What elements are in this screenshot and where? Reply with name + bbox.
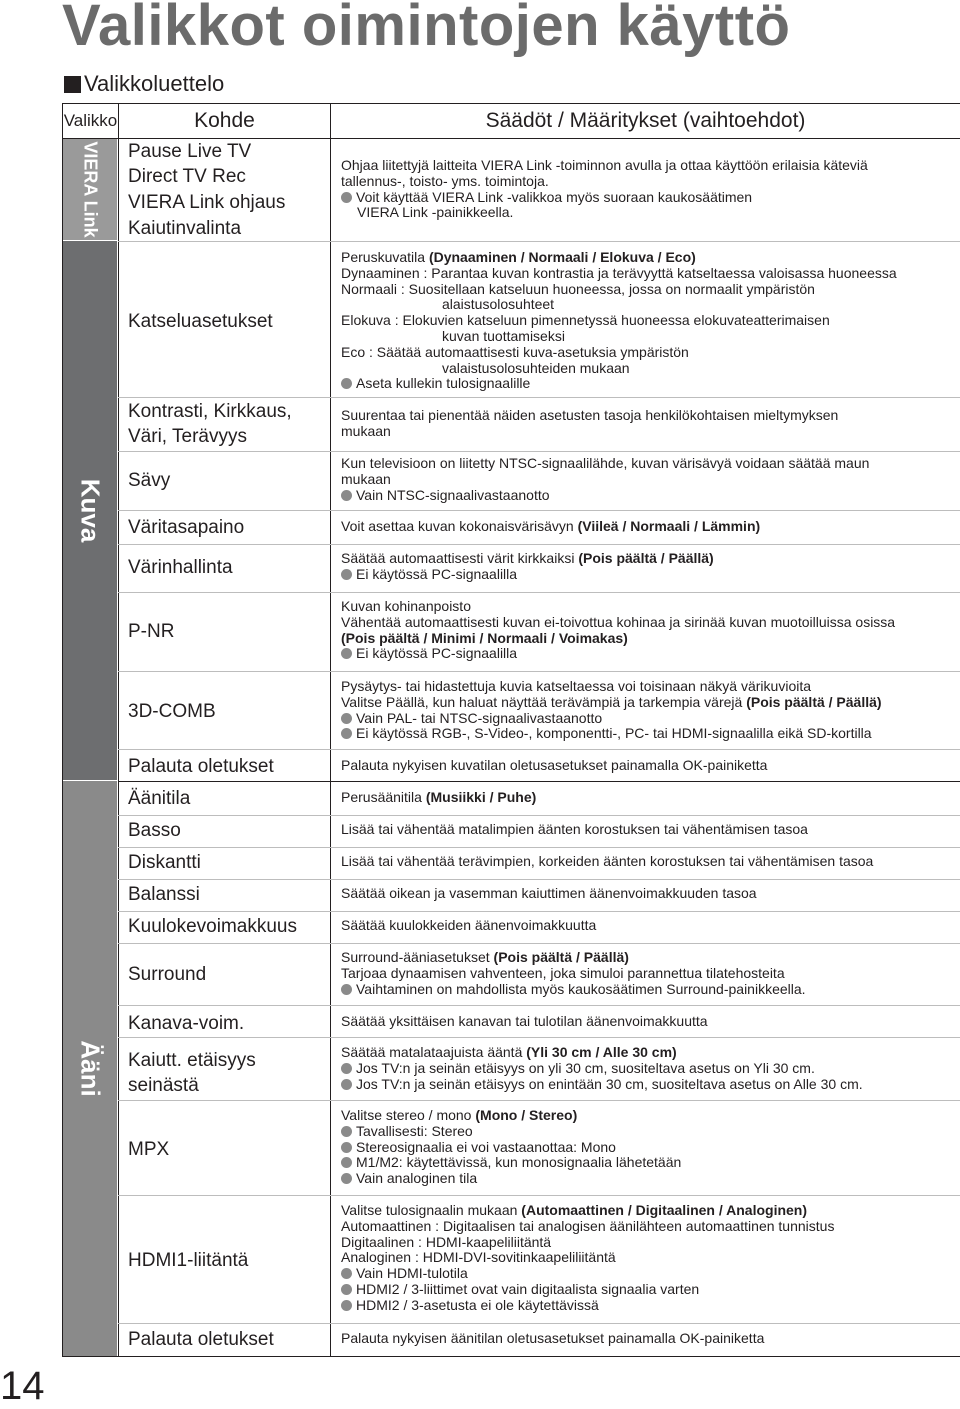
row-separator xyxy=(118,1037,960,1038)
page-title: Valikkot oimintojen käyttö xyxy=(62,0,791,58)
item-bass: Basso xyxy=(128,820,181,841)
item-3d-comb: 3D-COMB xyxy=(128,701,216,722)
item-picture-reset: Palauta oletukset xyxy=(128,756,274,777)
desc-line: Säätää automaattisesti värit kirkkaiksi (Pois päältä / Päällä) xyxy=(341,550,714,566)
desc-line: Kun televisioon on liitetty NTSC-signaalilähde, kuvan värisävyä voidaan säätää maun xyxy=(341,455,870,471)
colour-balance-description xyxy=(341,519,760,535)
desc-line: Kuvan kohinanpoisto xyxy=(341,598,471,614)
item-treble: Diskantti xyxy=(128,852,201,873)
item-balance: Balanssi xyxy=(128,884,200,905)
bullet-icon xyxy=(341,1142,352,1153)
desc-bullet-line: Ei käytössä PC-signaalilla xyxy=(341,567,714,583)
item-p-nr: P-NR xyxy=(128,621,175,642)
bullet-icon xyxy=(341,1173,352,1184)
desc-line: Dynaaminen : Parantaa kuvan kontrastia ja terävyyttä katseltaessa valoisassa huoneessa xyxy=(341,264,897,281)
menu-column-divider xyxy=(118,103,119,1357)
desc-bullet-line: Voit käyttää VIERA Link -valikkoa myös suoraan kaukosäätimen xyxy=(341,190,868,206)
item-sound-reset: Palauta oletukset xyxy=(128,1329,274,1350)
surround-description xyxy=(341,950,806,997)
sound-mode-description xyxy=(341,790,536,806)
row-separator xyxy=(118,815,960,816)
item-pause-live-tv: Pause Live TV xyxy=(128,141,252,162)
desc-line: Suurentaa tai pienentää näiden asetusten tasoja henkilökohtaisen mieltymyksen xyxy=(341,407,839,423)
desc-line: Analoginen : HDMI-DVI-sovitinkaapeliliitäntä xyxy=(341,1249,616,1266)
desc-bullet-line: Jos TV:n ja seinän etäisyys on yli 30 cm, suositeltava asetus on Yli 30 cm. xyxy=(341,1061,863,1077)
section-label: Valikkoluettelo xyxy=(84,71,225,96)
colour-management-description xyxy=(341,551,714,583)
desc-bullet-line: Vaihtaminen on mahdollista myös kaukosäätimen Surround-painikkeella. xyxy=(341,982,806,998)
section-heading xyxy=(64,71,224,97)
tint-description xyxy=(341,456,869,503)
bullet-icon xyxy=(341,378,352,389)
bullet-icon xyxy=(341,1063,352,1074)
desc-line: Surround-ääniasetukset (Pois päältä / Päällä) xyxy=(341,949,629,965)
desc-bullet-line: Vain analoginen tila xyxy=(341,1171,681,1187)
desc-line: Peruskuvatila (Dynaaminen / Normaali / Elokuva / Eco) xyxy=(341,249,696,265)
p-nr-description xyxy=(341,599,895,662)
desc-bullet-line: Ei käytössä RGB-, S-Video-, komponentti-, PC- tai HDMI-signaalilla eikä SD-kortilla xyxy=(341,726,882,742)
menu-band-sound xyxy=(63,781,117,1356)
row-separator xyxy=(118,592,960,593)
mpx-description xyxy=(341,1108,681,1187)
header-menu: Valikko xyxy=(63,111,118,130)
desc-bullet-line: Jos TV:n ja seinän etäisyys on enintään 30 cm, suositeltava asetus on Alle 30 cm. xyxy=(341,1077,863,1093)
desc-line: Valitse tulosignaalin mukaan (Automaattinen / Digitaalinen / Analoginen) xyxy=(341,1202,808,1218)
desc-line: Valitse stereo / mono (Mono / Stereo) xyxy=(341,1107,578,1123)
section-square-icon xyxy=(64,76,81,93)
desc-bullet-line: M1/M2: käytettävissä, kun monosignaalia lähetetään xyxy=(341,1155,681,1171)
desc-line: Palauta nykyisen kuvatilan oletusasetukset painamalla OK-painiketta xyxy=(341,757,768,773)
desc-bullet-line: Stereosignaalia ei voi vastaanottaa: Mono xyxy=(341,1140,681,1156)
desc-line: Perusäänitila (Musiikki / Puhe) xyxy=(341,789,537,805)
desc-line: kuvan tuottamiseksi xyxy=(442,327,565,344)
item-speaker-distance: Kaiutt. etäisyys seinästä xyxy=(128,1050,256,1096)
desc-line: Vähentää automaattisesti kuvan ei-toivottua kohinaa ja sirinää kuvan muotoilluissa osissa xyxy=(341,613,896,630)
header-item: Kohde xyxy=(194,109,255,132)
row-separator xyxy=(118,1323,960,1324)
bullet-icon xyxy=(341,984,352,995)
3d-comb-description xyxy=(341,679,882,742)
desc-line: mukaan xyxy=(341,422,391,439)
bullet-icon xyxy=(341,1284,352,1295)
bullet-icon xyxy=(341,569,352,580)
item-tint: Sävy xyxy=(128,470,171,491)
desc-line: Pysäytys- tai hidastettuja kuvia katseltaessa voi toisinaan näkyä värikuvioita xyxy=(341,678,812,694)
bullet-icon xyxy=(341,728,352,739)
channel-volume-description: Säätää yksittäisen kanavan tai tulotilan äänenvoimakkuutta xyxy=(341,1013,708,1029)
row-separator xyxy=(118,781,960,782)
desc-line: Eco : Säätää automaattisesti kuva-asetuksia ympäristön xyxy=(341,343,689,360)
contrast-description xyxy=(341,408,838,440)
row-separator xyxy=(118,847,960,848)
item-contrast-brightness: Kontrasti, Kirkkaus, Väri, Terävyys xyxy=(128,401,292,447)
bullet-icon xyxy=(341,490,352,501)
desc-bullet-line: Vain PAL- tai NTSC-signaalivastaanotto xyxy=(341,711,882,727)
bullet-icon xyxy=(341,1157,352,1168)
item-colour-management: Värinhallinta xyxy=(128,557,233,578)
desc-line: Digitaalinen : HDMI-kaapeliliitäntä xyxy=(341,1233,552,1250)
row-separator xyxy=(118,1005,960,1006)
bullet-icon xyxy=(341,1300,352,1311)
bullet-icon xyxy=(341,1079,352,1090)
menu-label-sound: Ääni xyxy=(75,1040,106,1097)
row-separator xyxy=(118,943,960,944)
item-mpx: MPX xyxy=(128,1139,170,1160)
row-separator xyxy=(118,544,960,545)
desc-line: alaistusolosuhteet xyxy=(442,296,555,313)
item-surround: Surround xyxy=(128,964,207,985)
picture-reset-description xyxy=(341,758,767,774)
bullet-icon xyxy=(341,1268,352,1279)
table-bottom-border xyxy=(62,1356,960,1357)
desc-bullet-line: Vain NTSC-signaalivastaanotto xyxy=(341,488,869,504)
item-speaker-selection: Kaiutinvalinta xyxy=(128,218,242,239)
viewing-mode-description xyxy=(341,250,897,392)
bullet-icon xyxy=(341,713,352,724)
item-hdmi1-input: HDMI1-liitäntä xyxy=(128,1250,249,1271)
row-separator xyxy=(118,241,960,242)
desc-bullet-line: Ei käytössä PC-signaalilla xyxy=(341,646,895,662)
row-separator xyxy=(118,1195,960,1196)
menu-label-viera-link: VIERA Link xyxy=(80,141,101,238)
row-separator xyxy=(118,911,960,912)
bullet-icon xyxy=(341,648,352,659)
desc-line: mukaan xyxy=(341,470,391,487)
menu-label-picture: Kuva xyxy=(75,478,106,543)
desc-line: Voit asettaa kuvan kokonaisvärisävyn (Viileä / Normaali / Lämmin) xyxy=(341,518,761,534)
row-separator xyxy=(118,1100,960,1101)
item-column-divider xyxy=(330,103,331,1357)
bullet-icon xyxy=(341,1126,352,1137)
row-separator xyxy=(118,879,960,880)
desc-line: tallennus-, toisto- yms. toimintoja. xyxy=(341,172,549,189)
item-sound-mode: Äänitila xyxy=(128,788,191,809)
desc-bullet-line: HDMI2 / 3-asetusta ei ole käytettävissä xyxy=(341,1298,834,1314)
headphone-volume-description: Säätää kuulokkeiden äänenvoimakkuutta xyxy=(341,917,597,933)
sound-reset-description: Palauta nykyisen äänitilan oletusasetukset painamalla OK-painiketta xyxy=(341,1330,765,1346)
row-separator xyxy=(118,451,960,452)
desc-bullet-line: Tavallisesti: Stereo xyxy=(341,1124,681,1140)
row-separator xyxy=(118,671,960,672)
desc-line: Valitse Päällä, kun haluat näyttää terävämpiä ja tarkempia värejä (Pois päältä / Päällä) xyxy=(341,693,882,710)
balance-description: Säätää oikean ja vasemman kaiuttimen äänenvoimakkuuden tasoa xyxy=(341,885,757,901)
desc-line: Automaattinen : Digitaalisen tai analogisen äänilähteen automaattinen tunnistus xyxy=(341,1217,835,1234)
row-separator xyxy=(118,510,960,511)
desc-bullet-line: HDMI2 / 3-liittimet ovat vain digitaalista signaalia varten xyxy=(341,1282,834,1298)
item-colour-balance: Väritasapaino xyxy=(128,517,245,538)
page-number: 14 xyxy=(0,1364,45,1408)
desc-line: Tarjoaa dynaamisen vahventeen, joka simuloi parannettua tilatehosteita xyxy=(341,964,785,981)
header-settings: Säädöt / Määritykset (vaihtoehdot) xyxy=(485,109,806,132)
bass-description: Lisää tai vähentää matalimpien äänten korostuksen tai vähentämisen tasoa xyxy=(341,821,808,837)
item-viera-link-control: VIERA Link ohjaus xyxy=(128,192,286,213)
desc-line: valaistusolosuhteiden mukaan xyxy=(442,359,630,376)
item-viewing-mode: Katseluasetukset xyxy=(128,311,273,332)
item-direct-tv-rec: Direct TV Rec xyxy=(128,166,246,187)
treble-description: Lisää tai vähentää terävimpien, korkeiden äänten korostuksen tai vähentämisen tasoa xyxy=(341,853,874,869)
desc-line: Säätää matalataajuista ääntä (Yli 30 cm / Alle 30 cm) xyxy=(341,1044,677,1060)
row-separator xyxy=(118,749,960,750)
desc-line: Elokuva : Elokuvien katseluun pimennetyssä huoneessa elokuvateatterimaisen xyxy=(341,312,830,329)
bullet-icon xyxy=(341,192,352,203)
viera-description xyxy=(341,158,868,221)
item-channel-volume: Kanava-voim. xyxy=(128,1013,245,1034)
menu-band-viera-link xyxy=(63,139,117,240)
row-separator xyxy=(118,397,960,398)
menu-band-picture xyxy=(63,241,117,780)
desc-line: Normaali : Suositellaan katseluun huoneessa, jossa on normaalit ympäristön xyxy=(341,280,815,297)
desc-line: VIERA Link -painikkeella. xyxy=(357,204,514,221)
item-headphone-volume: Kuulokevoimakkuus xyxy=(128,916,297,937)
speaker-distance-description xyxy=(341,1045,863,1092)
desc-line: (Pois päältä / Minimi / Normaali / Voimakas) xyxy=(341,629,628,646)
desc-bullet-line: Aseta kullekin tulosignaalille xyxy=(341,376,897,392)
desc-bullet-line: Vain HDMI-tulotila xyxy=(341,1266,834,1282)
hdmi1-input-description xyxy=(341,1203,834,1314)
desc-line: Ohjaa liitettyjä laitteita VIERA Link -toiminnon avulla ja ottaa käyttöön erilaisia käteviä xyxy=(341,157,868,173)
